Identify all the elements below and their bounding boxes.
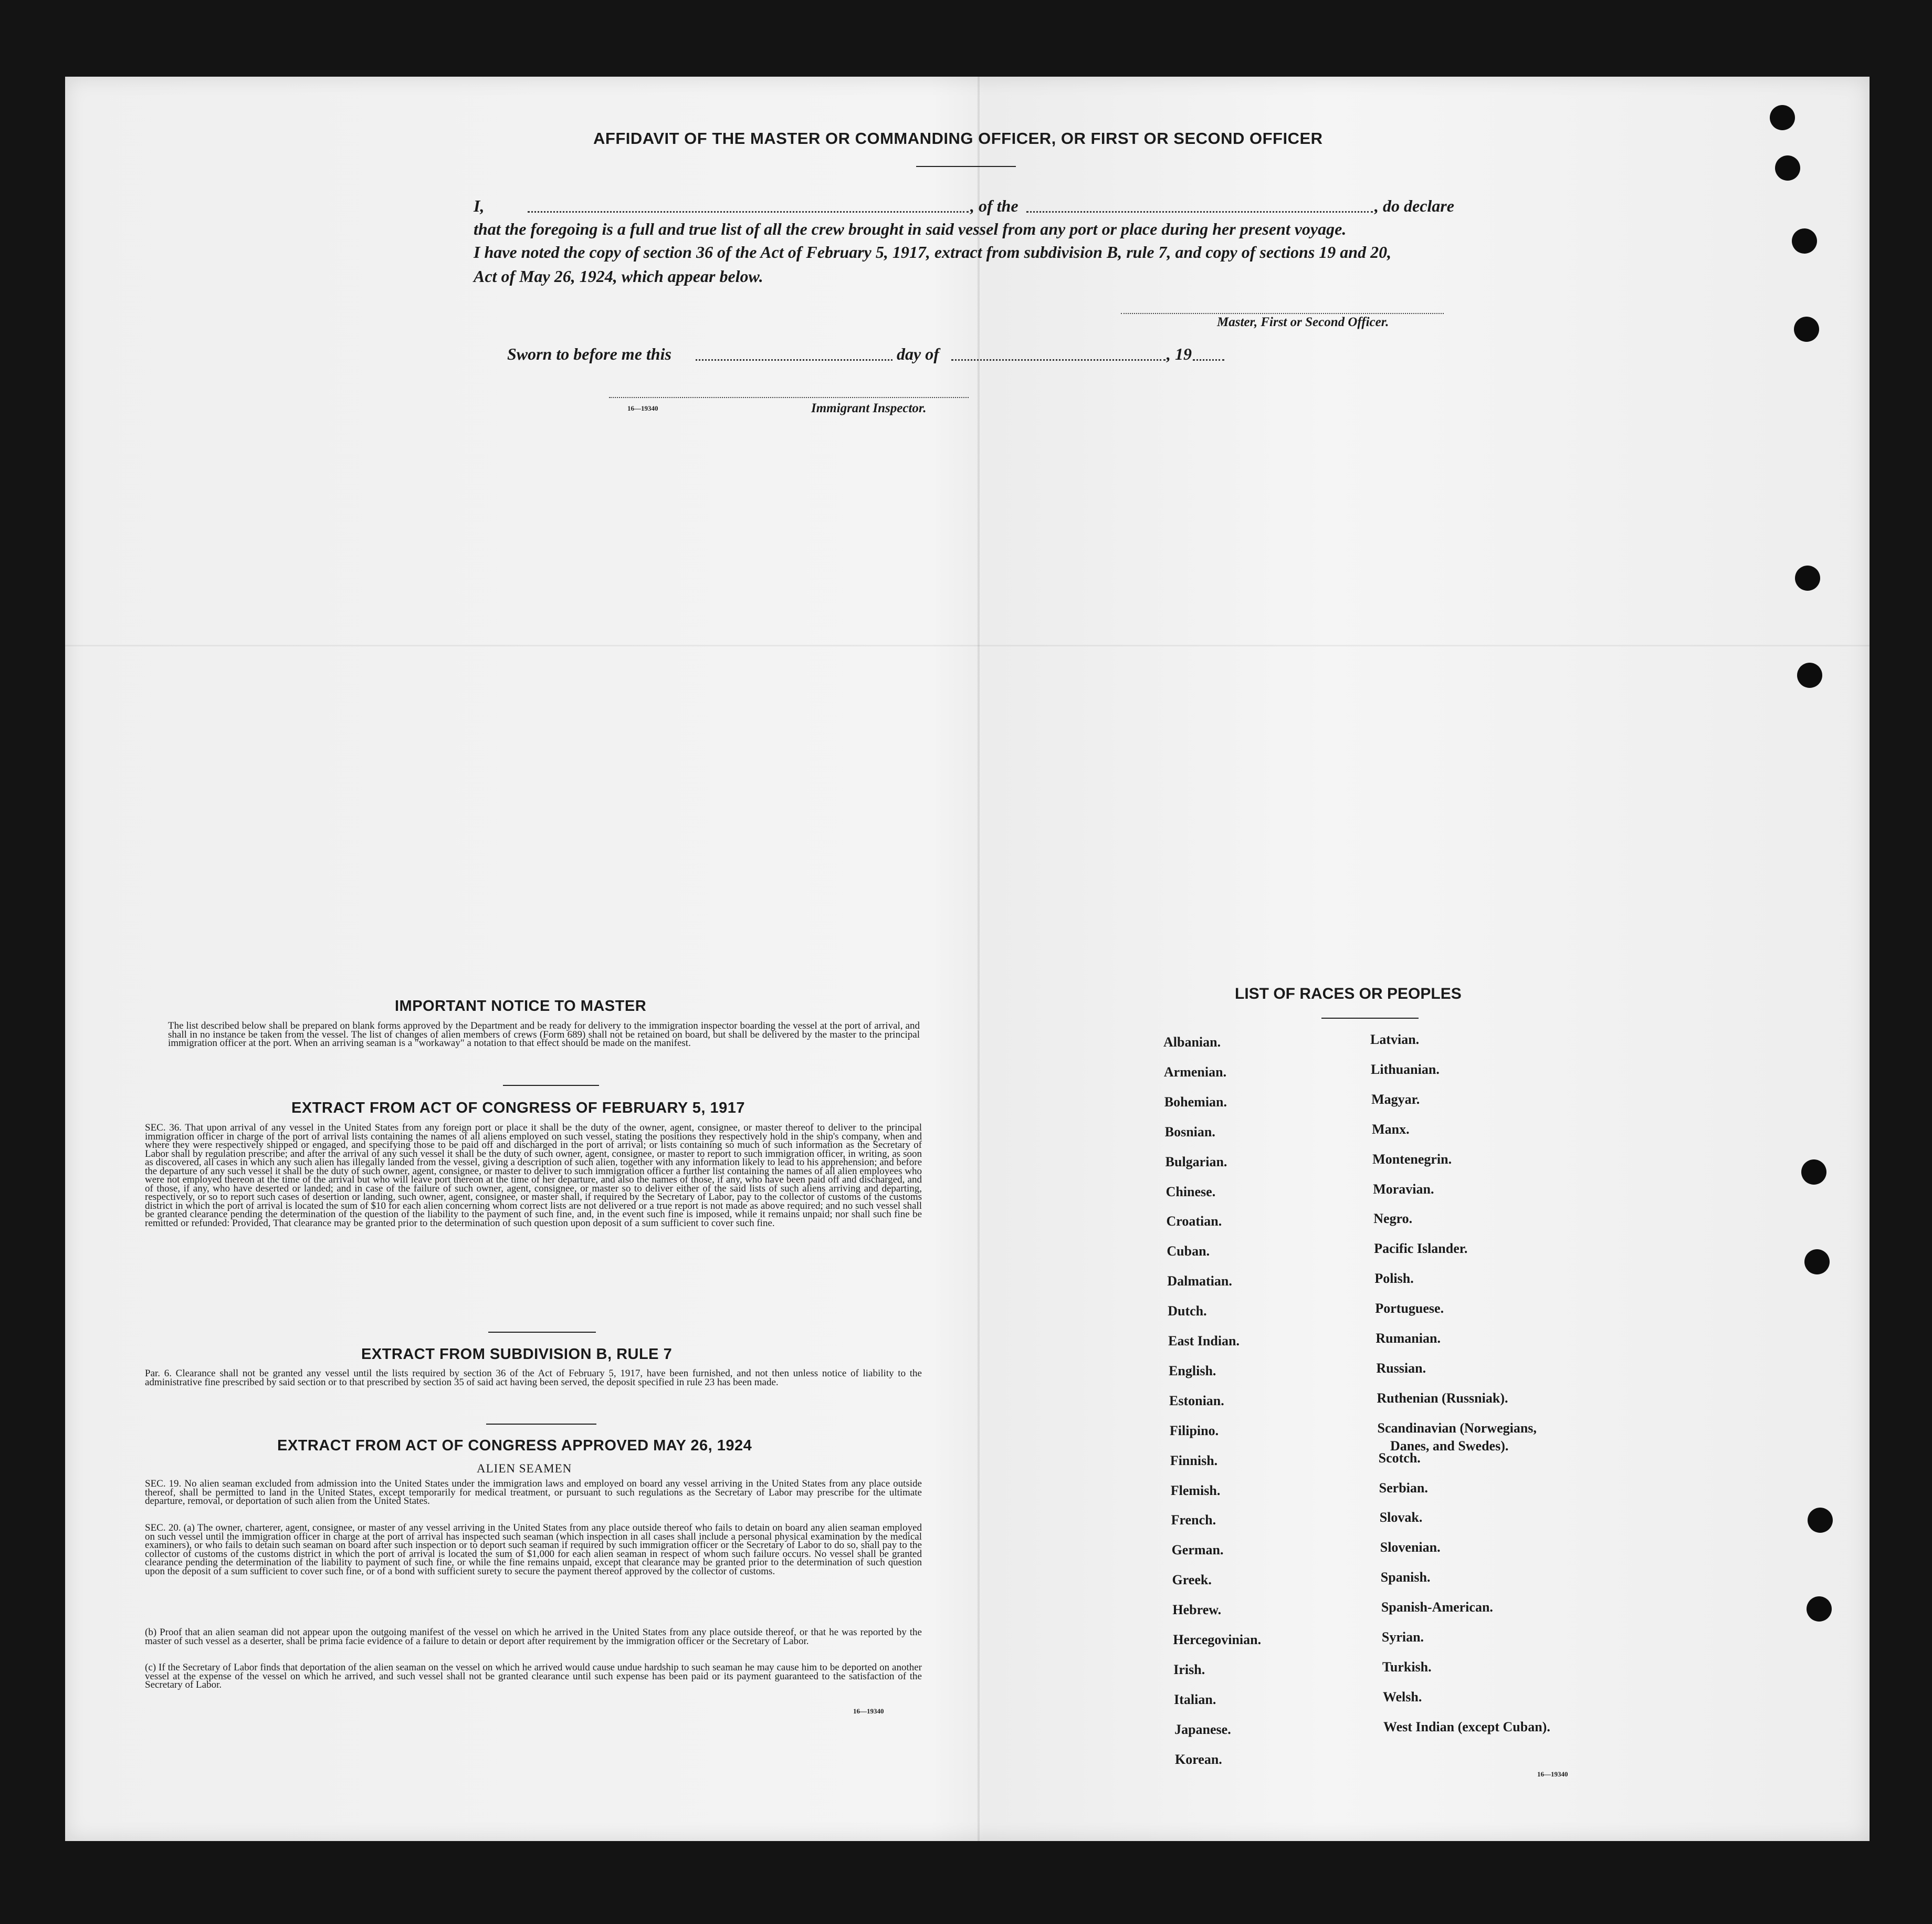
race-item: Danes, and Swedes). [1390,1438,1509,1454]
race-item: French. [1171,1512,1216,1528]
vessel-field[interactable] [1026,211,1373,213]
affidavit-line-2: I have noted the copy of section 36 of the Act of February 5, 1917, extract from subdivision B, rule 7, and copy of sections 19 and 20, [474,243,1392,262]
extract-1917-title: EXTRACT FROM ACT OF CONGRESS OF FEBRUARY 5, 1917 [291,1100,746,1116]
form-number: 16—19340 [627,404,658,412]
extract-1924-title: EXTRACT FROM ACT OF CONGRESS APPROVED MAY 26, 1924 [277,1437,752,1454]
form-number: 16—19340 [853,1707,884,1715]
race-item: Slovak. [1379,1510,1423,1525]
race-item: Irish. [1173,1661,1205,1677]
race-item: Negro. [1373,1211,1413,1227]
notice-text: The list described below shall be prepared on blank forms approved by the Department and be ready for delivery to the immigration inspector boarding the vessel at the port of arrival, and shall in no instance be taken from the vessel. The list of changes of alien members of crews (Form 689) shall not be retained on board, but shall be delivered by the master to the principal immigration officer at the port. When an arriving seaman is a "workaway" a notation to that effect should be made on the manifest. [168,1020,920,1049]
race-item: Dutch. [1168,1303,1207,1319]
race-item: Bosnian. [1164,1124,1215,1139]
sec-20b-text: (b) Proof that an alien seaman did not appear upon the outgoing manifest of the vessel on which he arrived in the United States from any place outside thereof, or that he was reported by the master of such vessel as a deserter, shall be prima facie evidence of a failure to detain or deport after requirement by the immigration officer or the Secretary of Labor. [145,1627,922,1647]
race-item: Finnish. [1170,1452,1218,1468]
binder-hole [1795,566,1820,591]
race-item: Lithuanian. [1371,1061,1440,1077]
race-item: Albanian. [1163,1034,1221,1050]
binder-hole [1797,663,1822,688]
race-item: Scotch. [1378,1450,1421,1466]
race-item: Serbian. [1379,1480,1428,1496]
race-item: English. [1169,1363,1216,1378]
inspector-signature-field[interactable] [609,397,969,398]
races-title: LIST OF RACES OR PEOPLES [1235,985,1462,1002]
race-item: Estonian. [1169,1393,1224,1408]
race-item: Japanese. [1174,1721,1231,1737]
sworn-year-field[interactable] [1193,359,1224,361]
race-item: Hercegovinian. [1173,1632,1262,1647]
section-rule [503,1085,599,1086]
affidavit-of-the-label: , of the [970,196,1018,215]
race-item: Welsh. [1382,1689,1422,1705]
extract-1924-subtitle: ALIEN SEAMEN [477,1462,572,1475]
race-item: Spanish-American. [1381,1599,1493,1615]
race-item: Italian. [1174,1691,1216,1707]
race-item: Pacific Islander. [1374,1241,1468,1257]
affidavit-title: AFFIDAVIT OF THE MASTER OR COMMANDING OFFICER, OR FIRST OR SECOND OFFICER [593,129,1323,148]
race-item: Flemish. [1170,1482,1221,1498]
form-number: 16—19340 [1537,1770,1568,1778]
master-signature-field[interactable] [1121,313,1444,314]
sworn-day-field[interactable] [696,359,892,361]
race-item: Bohemian. [1164,1094,1227,1110]
race-item: Rumanian. [1376,1331,1441,1346]
binder-hole [1801,1159,1826,1185]
race-item: Magyar. [1371,1091,1420,1107]
race-item: Portuguese. [1375,1301,1444,1316]
race-item: Montenegrin. [1372,1151,1452,1167]
affidavit-i-label: I, [474,196,485,215]
sworn-label: Sworn to before me this [507,344,671,363]
section-rule [486,1424,596,1425]
binder-hole [1770,105,1795,130]
affidavit-line-1: that the foregoing is a full and true list of all the crew brought in said vessel from any port or place during her present voyage. [474,219,1347,238]
race-item: Cuban. [1167,1243,1210,1259]
inspector-caption: Immigrant Inspector. [811,401,927,415]
master-caption: Master, First or Second Officer. [1217,315,1389,329]
race-item: Scandinavian (Norwegians, [1377,1420,1537,1436]
binder-hole [1808,1508,1833,1533]
race-item: Korean. [1175,1751,1222,1767]
race-item: Armenian. [1163,1064,1227,1080]
race-item: Bulgarian. [1165,1154,1227,1169]
race-item: Latvian. [1370,1032,1420,1047]
race-item: German. [1171,1542,1224,1558]
sec-19-text: SEC. 19. No alien seaman excluded from admission into the United States under the immigration laws and employed on board any vessel arriving in the United States from any place outside thereof, shall be permitted to land in the United States, except temporarily for medical treatment, or pursuant to such regulations as the Secretary of Labor may prescribe for the ultimate departure, removal, or deportation of such alien from the United States. [145,1478,922,1507]
race-item: Slovenian. [1380,1540,1441,1555]
affidavit-declare-label: , do declare [1374,196,1454,215]
subdivision-b-text: Par. 6. Clearance shall not be granted any vessel until the lists required by section 36 of the Act of February 5, 1917, have been furnished, and not then unless notice of liability to the administrative fine prescribed by said section or to that prescribed by section 35 of said act having been served, the deposit specified in rule 23 has been made. [145,1368,922,1388]
races-rule [1321,1018,1419,1019]
binder-hole [1807,1596,1832,1622]
race-item: Moravian. [1373,1181,1434,1197]
binder-hole [1794,317,1819,342]
title-rule [916,166,1016,167]
race-item: Greek. [1172,1572,1212,1588]
binder-hole [1792,228,1817,254]
race-item: Turkish. [1382,1659,1432,1675]
vertical-fold [978,77,980,1841]
race-item: Hebrew. [1172,1602,1222,1618]
sec-20c-text: (c) If the Secretary of Labor finds that deportation of the alien seaman on the vessel on which he arrived would cause undue hardship to such seaman he may cause him to be deported on another vessel at the expense of the vessel on which he arrived, and such vessel shall not be granted clearance until such expense has been paid or its payment guaranteed to the satisfaction of the Secretary of Labor. [145,1662,922,1690]
day-of-label: day of [897,344,939,363]
race-item: Spanish. [1380,1570,1431,1585]
extract-1917-text: SEC. 36. That upon arrival of any vessel in the United States from any foreign port or place it shall be the duty of the owner, agent, consignee, or master thereof to deliver to the principal immigration officer in charge of the port of arrival lists containing the names of all aliens employed on such vessel, stating the positions they respectively hold in the ship's company, when and where they were respectively shipped or engaged, and specifying those to be paid off and discharged in the port of arrival; or lists containing so much of such information as the Secretary of Labor shall by regulation prescribe; and after the arrival of any such vessel it shall be the duty of such owner, agent, consignee, or master to report to such immigration officer, in writing, as soon as discovered, all cases in which any such alien has illegally landed from the vessel, giving a description of such alien, together with any information likely to lead to his apprehension; and before the departure of any such vessel it shall be the duty of such owner, agent, consignee, or master to deliver to such immigration officer a further list containing the names of all alien employees who were not employed thereon at the time of the arrival but who will leave port thereon at the time of her departure, and also the names of those, if any, who have been paid off and discharged, and of those, if any, who have deserted or landed; and in case of the failure of such owner, agent, consignee, or master so to deliver either of the said lists of such aliens arriving and departing, respectively, or so to report such cases of desertion or landing, such owner, agent, consignee, or master shall, if required by the Secretary of Labor, pay to the collector of customs of the customs district in which the port of arrival is located the sum of $10 for each alien concerning whom correct lists are not delivered or a true report is not made as above required; and no such vessel shall be granted clearance pending the determination of the question of the liability to the payment of such fine, and, in the event such fine is imposed, while it remains unpaid; nor shall such fine be remitted or refunded: Provided, That clearance may be granted prior to the determination of such question upon deposit of a sum sufficient to cover such fine. [145,1122,922,1229]
year-label: , 19 [1167,344,1192,363]
race-item: Croatian. [1166,1214,1222,1229]
subdivision-b-title: EXTRACT FROM SUBDIVISION B, RULE 7 [361,1346,673,1363]
sec-20a-text: SEC. 20. (a) The owner, charterer, agent, consignee, or master of any vessel arriving in the United States from any place outside thereof who fails to detain on board any alien seaman employed on such vessel until the immigration officer in charge at the port of arrival has inspected such seaman (which inspection in all cases shall include a personal physical examination by the medical examiners), or who fails to detain such seaman on board after such inspection or to deport such seaman if required by such immigration officer or the Secretary of Labor to do so, shall pay to the collector of customs of the customs district in which the port of arrival is located the sum of $1,000 for each alien seaman in respect of whom such failure occurs. No vessel shall be granted clearance pending the determination of the liability to payment of such fine, or while the fine remains unpaid, except that clearance may be granted prior to the determination of such question upon the deposit of a sum sufficient to cover such fine, or of a bond with sufficient surety to secure the payment thereof approved by the collector of customs. [145,1522,922,1577]
race-item: Russian. [1376,1360,1426,1376]
race-item: Chinese. [1166,1184,1216,1199]
race-item: Syrian. [1381,1629,1424,1645]
horizontal-fold [65,645,1870,646]
sworn-month-field[interactable] [951,359,1166,361]
race-item: Polish. [1374,1271,1414,1287]
binder-hole [1775,155,1800,181]
race-item: East Indian. [1168,1333,1240,1348]
race-item: Filipino. [1169,1423,1219,1438]
race-item: Dalmatian. [1167,1273,1232,1289]
race-item: Manx. [1372,1121,1410,1137]
name-field[interactable] [528,211,969,213]
race-item: Ruthenian (Russniak). [1377,1390,1508,1406]
binder-hole [1804,1249,1830,1274]
affidavit-line-3: Act of May 26, 1924, which appear below. [474,267,763,286]
notice-title: IMPORTANT NOTICE TO MASTER [395,998,647,1015]
section-rule [488,1332,596,1333]
race-item: West Indian (except Cuban). [1383,1719,1550,1734]
